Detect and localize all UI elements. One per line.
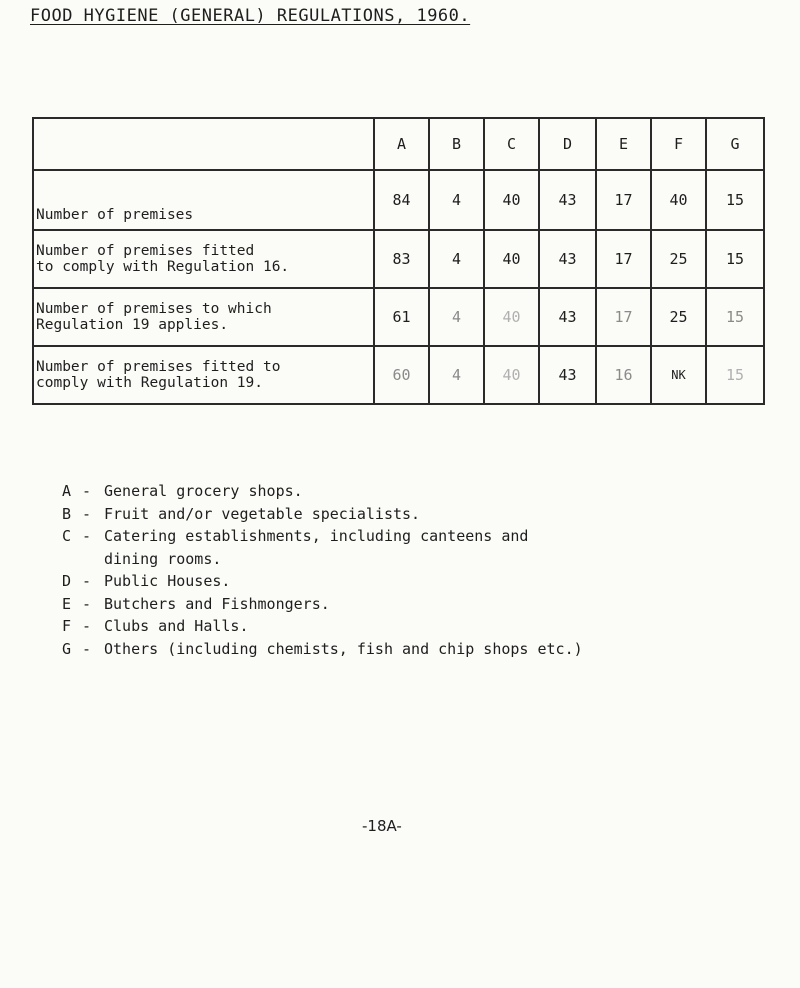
legend-item: A - General grocery shops. <box>62 480 583 503</box>
table-cell: 25 <box>651 288 706 346</box>
legend-item: C - Catering establishments, including canteens and dining rooms. <box>62 525 583 570</box>
legend-item: D - Public Houses. <box>62 570 583 593</box>
legend-text: Catering establishments, including canteens and dining rooms. <box>104 527 529 568</box>
column-header: E <box>596 118 651 170</box>
table-cell: 4 <box>429 288 484 346</box>
legend-text: Clubs and Halls. <box>104 617 249 635</box>
column-header: D <box>539 118 596 170</box>
table-cell: 83 <box>374 230 429 288</box>
row-label: Number of premises fitted to comply with Regulation 16. <box>33 230 374 288</box>
table-cell: 15 <box>706 230 764 288</box>
table-cell: 43 <box>539 170 596 230</box>
table-cell: 4 <box>429 346 484 404</box>
column-header: G <box>706 118 764 170</box>
legend-key: A <box>62 482 72 500</box>
header-corner-cell <box>33 118 374 170</box>
legend-text: Public Houses. <box>104 572 231 590</box>
table-cell: 17 <box>596 170 651 230</box>
table-cell: 61 <box>374 288 429 346</box>
table-cell: 25 <box>651 230 706 288</box>
legend-text: Fruit and/or vegetable specialists. <box>104 504 421 523</box>
legend-item: F - Clubs and Halls. <box>62 615 583 638</box>
legend-text: General grocery shops. <box>104 482 303 500</box>
row-label: Number of premises <box>33 170 374 230</box>
table-cell: 17 <box>596 230 651 288</box>
table-cell: 43 <box>539 230 596 288</box>
table-cell: 43 <box>539 346 596 404</box>
table-cell: 16 <box>596 346 651 404</box>
legend-key: D <box>62 572 72 590</box>
table-cell: 4 <box>429 230 484 288</box>
table-cell: 40 <box>651 170 706 230</box>
table-cell: 15 <box>706 288 764 346</box>
page-number: -18A- <box>362 817 402 835</box>
table-cell: 40 <box>484 288 539 346</box>
column-header: F <box>651 118 706 170</box>
row-label: Number of premises to which Regulation 19 applies. <box>33 288 374 346</box>
legend-key: F <box>62 617 72 635</box>
legend-item: B - Fruit and/or vegetable specialists. <box>62 503 583 526</box>
table-cell: 17 <box>596 288 651 346</box>
premises-table <box>32 117 765 405</box>
legend-key: C <box>62 527 72 545</box>
table-cell: 40 <box>484 230 539 288</box>
legend-text: Butchers and Fishmongers. <box>104 594 330 613</box>
legend-item: G - Others (including chemists, fish and chip shops etc.) <box>62 638 583 661</box>
legend-key: G <box>62 639 72 658</box>
row-label: Number of premises fitted to comply with Regulation 19. <box>33 346 374 404</box>
table-row <box>33 170 764 230</box>
column-header: C <box>484 118 539 170</box>
table-cell: 60 <box>374 346 429 404</box>
table-cell: 43 <box>539 288 596 346</box>
legend-key: E <box>62 594 72 613</box>
table-row <box>33 346 764 404</box>
table-cell: 40 <box>484 346 539 404</box>
table-cell: 4 <box>429 170 484 230</box>
column-header: A <box>374 118 429 170</box>
legend-item: E - Butchers and Fishmongers. <box>62 593 583 616</box>
table-row <box>33 230 764 288</box>
page-title: FOOD HYGIENE (GENERAL) REGULATIONS, 1960. <box>30 6 471 26</box>
legend <box>62 480 583 660</box>
column-header: B <box>429 118 484 170</box>
legend-key: B <box>62 504 72 523</box>
table-row <box>33 288 764 346</box>
table-cell: 15 <box>706 346 764 404</box>
table-cell: 15 <box>706 170 764 230</box>
table-cell: NK <box>651 346 706 404</box>
table-header-row <box>33 118 764 170</box>
table-cell: 40 <box>484 170 539 230</box>
table-cell: 84 <box>374 170 429 230</box>
legend-text: Others (including chemists, fish and chip shops etc.) <box>104 639 583 658</box>
